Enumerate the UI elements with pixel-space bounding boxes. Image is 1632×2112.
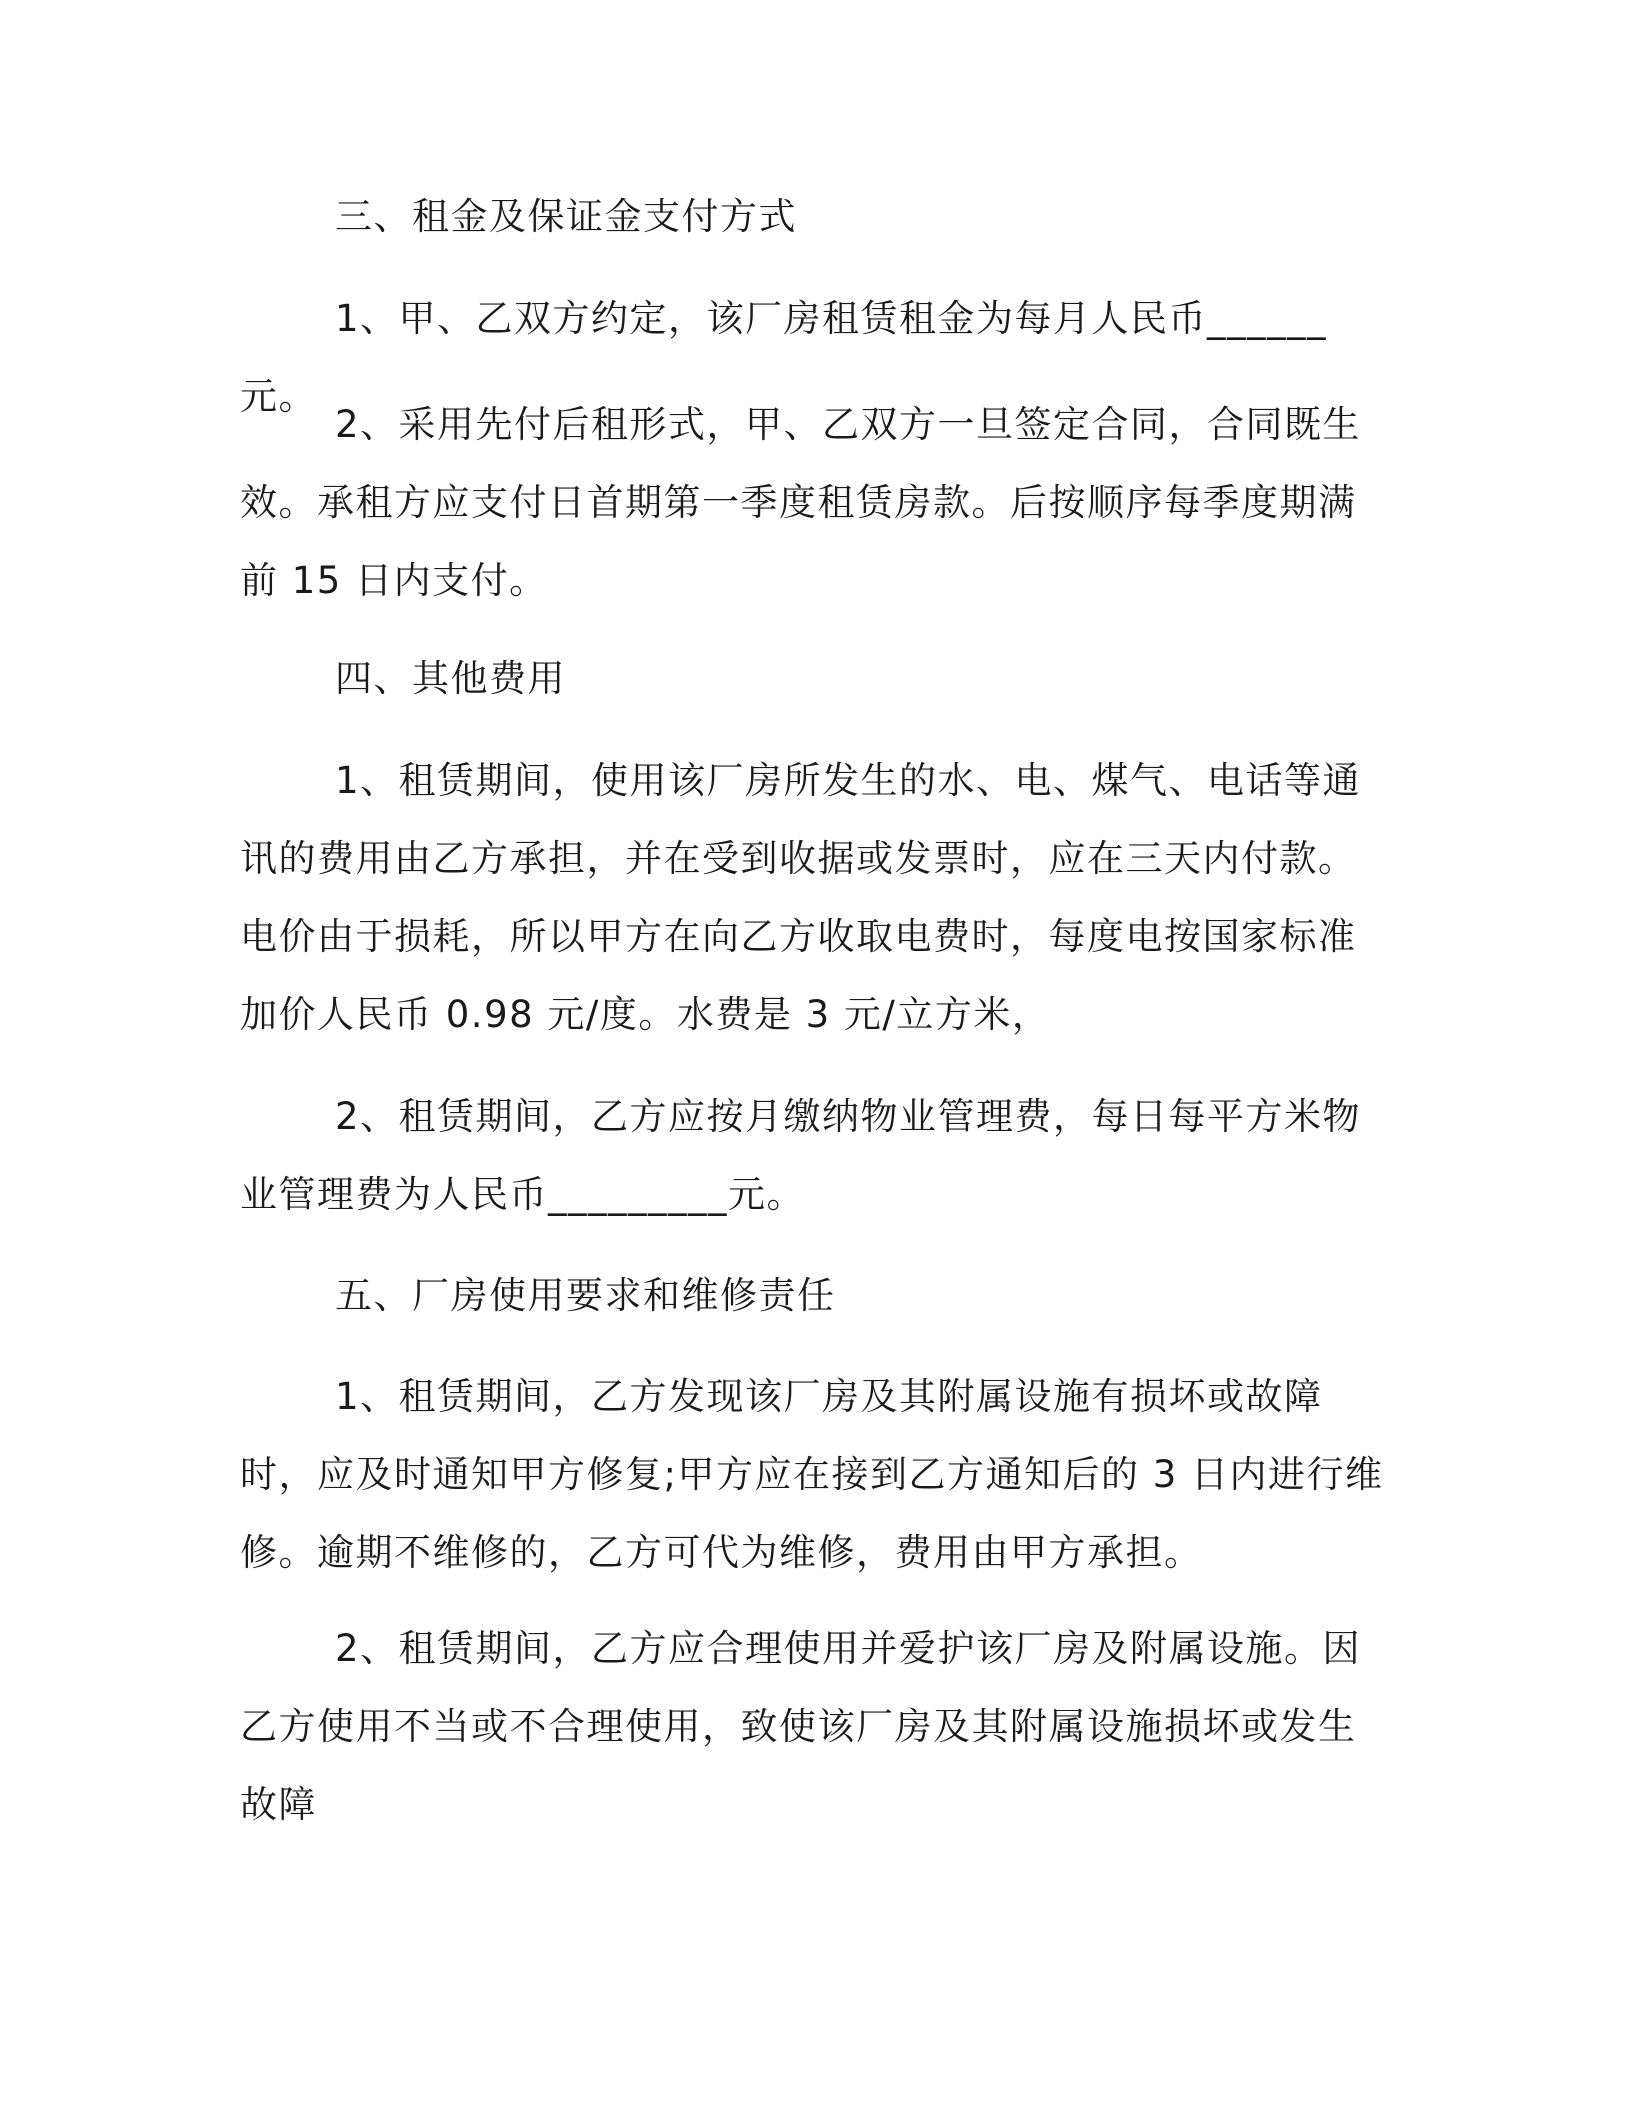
section-3-item-2: 2、采用先付后租形式，甲、乙双方一旦签定合同，合同既生效。承租方应支付日首期第一季度租赁房款。后按顺序每季度期满前 15 日内支付。 — [240, 403, 1362, 602]
section-4-item-1: 1、租赁期间，使用该厂房所发生的水、电、煤气、电话等通讯的费用由乙方承担，并在受到收据或发票时，应在三天内付款。电价由于损耗，所以甲方在向乙方收取电费时，每度电按国家标准加价人民币 0.98 元/度。水费是 3 元/立方米， — [240, 759, 1362, 1036]
section-5-item-2: 2、租赁期间，乙方应合理使用并爱护该厂房及附属设施。因乙方使用不当或不合理使用，致使该厂房及其附属设施损坏或发生故障 — [240, 1627, 1362, 1826]
section-3-heading: 三、租金及保证金支付方式 — [335, 195, 797, 238]
section-3-item-1: 1、甲、乙双方约定，该厂房租赁租金为每月人民币______元。 — [240, 297, 1328, 418]
section-4-item-2: 2、租赁期间，乙方应按月缴纳物业管理费，每日每平方米物业管理费为人民币_________元。 — [240, 1095, 1362, 1216]
section-5-item-1: 1、租赁期间，乙方发现该厂房及其附属设施有损坏或故障时，应及时通知甲方修复;甲方应在接到乙方通知后的 3 日内进行维修。逾期不维修的，乙方可代为维修，费用由甲方承担。 — [240, 1375, 1384, 1574]
section-5-heading: 五、厂房使用要求和维修责任 — [335, 1274, 836, 1317]
section-4-heading: 四、其他费用 — [335, 657, 566, 700]
